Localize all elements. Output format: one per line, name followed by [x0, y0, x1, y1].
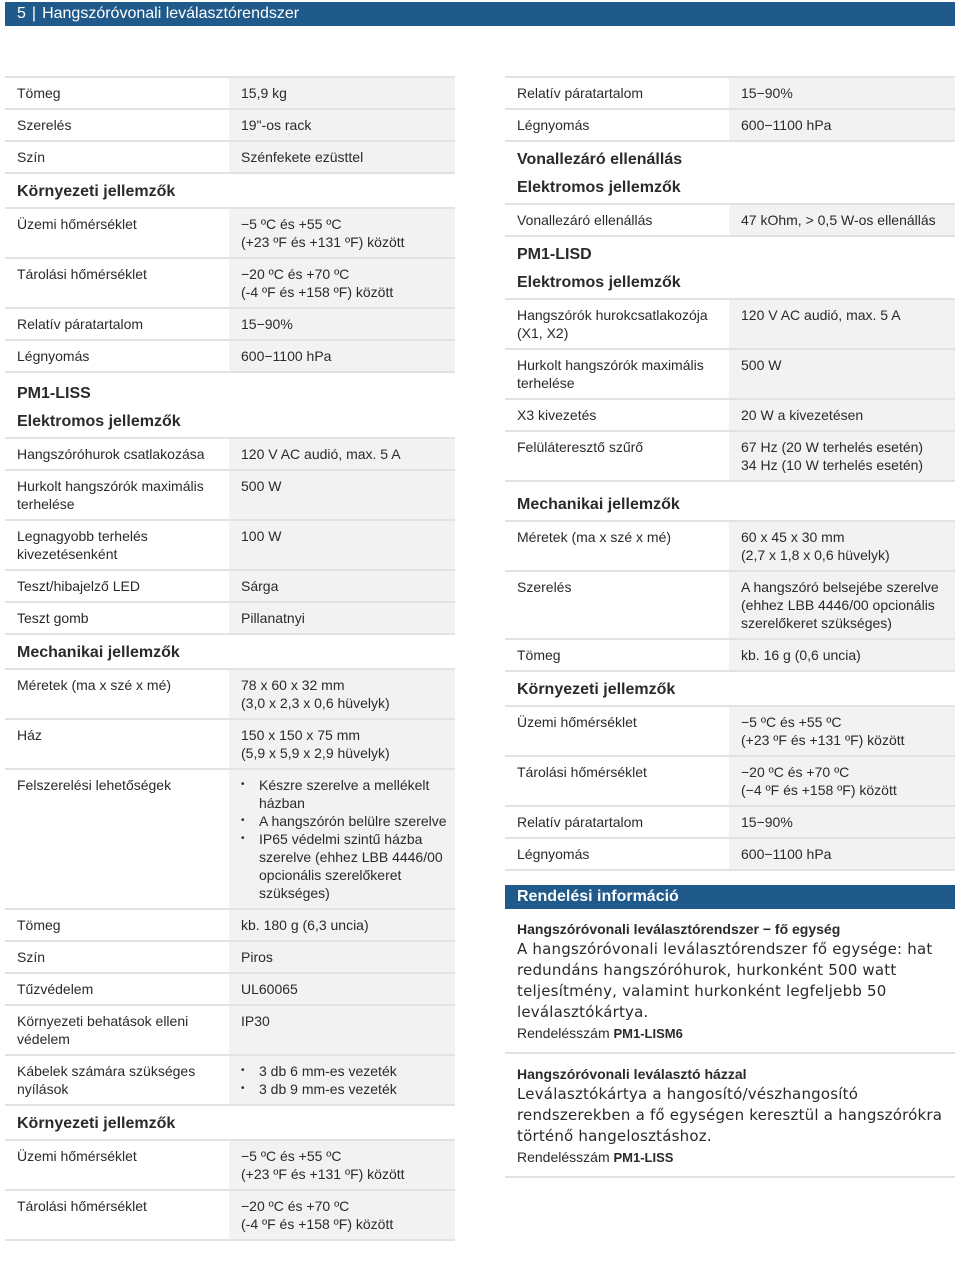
spec-value: 120 V AC audió, max. 5 A: [729, 300, 955, 348]
spec-key: Felüláteresztő szűrő: [517, 439, 644, 455]
spec-key: Vonallezáró ellenállás: [517, 212, 653, 228]
spec-row-eol-resistor: [505, 203, 955, 235]
spec-key: Tömeg: [517, 647, 561, 663]
page-header: [5, 2, 955, 26]
spec-row-storage-temp-2: [5, 1189, 455, 1241]
section-heading-electrical: Elektromos jellemzők: [17, 413, 181, 430]
spec-value: 500 W: [729, 350, 955, 398]
spec-key: Teszt gomb: [17, 610, 89, 626]
spec-value: 500 W: [229, 471, 455, 519]
order-number: [517, 1147, 943, 1168]
spec-row-max-output: [5, 519, 455, 569]
section-heading-eol: Vonallezáró ellenállás: [505, 140, 955, 175]
list-item: • 3 db 9 mm-es vezeték: [229, 1080, 449, 1098]
spec-row-loop-connector: [505, 298, 955, 348]
spec-value: 15−90%: [729, 807, 955, 837]
list-item: • A hangszórón belülre szerelve: [229, 812, 449, 830]
spec-value: UL60065: [229, 974, 455, 1004]
spec-row-x3-output: [505, 398, 955, 430]
spec-row-operating-temp: [5, 207, 455, 257]
spec-key: Szerelés: [17, 117, 72, 133]
spec-key: Hangszóróhurok csatlakozása: [17, 446, 205, 462]
spec-value: [229, 259, 455, 307]
spec-key: Legnagyobb terhelés kivezetésenként: [17, 528, 148, 562]
spec-row-storage-temp: [5, 257, 455, 307]
section-heading-electrical-2: Elektromos jellemzők: [517, 274, 681, 291]
spec-row-color-2: [5, 940, 455, 972]
spec-value-line: 34 Hz (10 W terhelés esetén): [741, 457, 924, 473]
spec-key: Légnyomás: [517, 846, 590, 862]
order-item-isolator: [505, 1054, 955, 1178]
section-heading-electrical: Elektromos jellemzők: [517, 179, 681, 196]
spec-key: Hurkolt hangszórók maximális terhelése: [17, 478, 204, 512]
spec-row-pressure: [5, 339, 455, 371]
spec-key: Tömeg: [17, 85, 61, 101]
spec-value-line: (+23 ºF és +131 ºF) között: [241, 1166, 405, 1182]
spec-value: Pillanatnyi: [229, 603, 455, 633]
spec-key: Tűzvédelem: [17, 981, 94, 997]
section-heading-pm1-liss: PM1-LISS: [5, 371, 455, 409]
spec-value-line: −20 ºC és +70 ºC: [741, 764, 850, 780]
spec-value: 600−1100 hPa: [729, 110, 955, 140]
spec-key: Felszerelési lehetőségek: [17, 777, 172, 793]
order-code: PM1-LISM6: [613, 1026, 683, 1041]
spec-key: Relatív páratartalom: [517, 814, 644, 830]
spec-row-cable-openings: [5, 1054, 455, 1104]
spec-value: A hangszóró belsejébe szerelve (ehhez LBB 4446/00 opcionális szerelőkeret szükséges): [729, 572, 955, 638]
order-item-main-unit: [505, 909, 955, 1054]
spec-value: [729, 522, 955, 570]
header-separator: |: [31, 5, 37, 22]
spec-row-mounting-options: [5, 768, 455, 908]
spec-value: [229, 670, 455, 718]
spec-key-line: (X1, X2): [517, 325, 569, 341]
spec-key: Légnyomás: [517, 117, 590, 133]
spec-value: kb. 180 g (6,3 uncia): [229, 910, 455, 940]
page-number: 5: [17, 5, 26, 22]
spec-value: 15−90%: [229, 309, 455, 339]
spec-value: Piros: [229, 942, 455, 972]
order-item-description: A hangszóróvonali leválasztórendszer fő egysége: hat redundáns hangszóróhurok, hurkonként 500 watt teljesítmény, valamint hurkonként legfeljebb 50 leválasztókártya.: [517, 940, 933, 1021]
spec-value-line: −20 ºC és +70 ºC: [241, 1198, 350, 1214]
spec-key: Hurkolt hangszórók maximális terhelése: [517, 357, 704, 391]
spec-value-line: (+23 ºF és +131 ºF) között: [741, 732, 905, 748]
spec-value: [729, 707, 955, 755]
order-number: [517, 1023, 943, 1044]
section-heading-environment: Környezeti jellemzők: [5, 172, 455, 207]
spec-value-line: −5 ºC és +55 ºC: [241, 216, 342, 232]
spec-value-line: −20 ºC és +70 ºC: [241, 266, 350, 282]
order-number-label: Rendelésszám: [517, 1025, 610, 1041]
right-column: [505, 76, 955, 1178]
spec-row-color: [5, 140, 455, 172]
spec-row-operating-temp-2: [5, 1139, 455, 1189]
spec-row-led: [5, 569, 455, 601]
spec-row-humidity-2: [505, 805, 955, 837]
spec-value-line: −5 ºC és +55 ºC: [741, 714, 842, 730]
page-title: Hangszóróvonali leválasztórendszer: [42, 5, 300, 22]
spec-row-ip-rating: [5, 1004, 455, 1054]
spec-value-line: (+23 ºF és +131 ºF) között: [241, 234, 405, 250]
spec-row-max-load: [5, 469, 455, 519]
spec-value-line: 78 x 60 x 32 mm: [241, 677, 345, 693]
spec-value-line: 67 Hz (20 W terhelés esetén): [741, 439, 924, 455]
spec-key: Üzemi hőmérséklet: [17, 216, 137, 232]
spec-value: 15−90%: [729, 78, 955, 108]
spec-row-mass: [5, 76, 455, 108]
spec-value: [729, 757, 955, 805]
spec-value: 100 W: [229, 521, 455, 569]
spec-key: Üzemi hőmérséklet: [17, 1148, 137, 1164]
spec-row-humidity: [5, 307, 455, 339]
order-item-title: Hangszóróvonali leválasztórendszer − fő egység: [517, 921, 841, 937]
spec-row-dimensions: [5, 668, 455, 718]
spec-key: Relatív páratartalom: [17, 316, 144, 332]
spec-value: Szénfekete ezüsttel: [229, 142, 455, 172]
spec-value: [229, 209, 455, 257]
spec-value: [729, 432, 955, 480]
spec-value-line: (−4 ºF és +158 ºF) között: [741, 782, 897, 798]
spec-key: Méretek (ma x szé x mé): [517, 529, 672, 545]
spec-row-mount: [5, 108, 455, 140]
section-heading-mechanical: Mechanikai jellemzők: [5, 633, 455, 668]
section-heading-mechanical: Mechanikai jellemzők: [505, 480, 955, 520]
spec-value-line: (2,7 x 1,8 x 0,6 hüvelyk): [741, 547, 890, 563]
spec-value-line: (5,9 x 5,9 x 2,9 hüvelyk): [241, 745, 390, 761]
spec-row-mount: [505, 570, 955, 638]
spec-value-line: 60 x 45 x 30 mm: [741, 529, 845, 545]
spec-value: 120 V AC audió, max. 5 A: [229, 439, 455, 469]
spec-value: Sárga: [229, 571, 455, 601]
spec-value: 15,9 kg: [229, 78, 455, 108]
spec-row-test-button: [5, 601, 455, 633]
spec-key-line: Hangszórók hurokcsatlakozója: [517, 307, 708, 323]
spec-row-max-load: [505, 348, 955, 398]
bullet-list: [229, 1062, 449, 1098]
spec-key: Üzemi hőmérséklet: [517, 714, 637, 730]
spec-key: Teszt/hibajelző LED: [17, 578, 140, 594]
spec-key: Méretek (ma x szé x mé): [17, 677, 172, 693]
ordering-info-heading: Rendelési információ: [505, 885, 955, 909]
left-column: [5, 76, 455, 1241]
order-code: PM1-LISS: [613, 1150, 674, 1165]
spec-value: [229, 1191, 455, 1239]
spec-value-line: (-4 ºF és +158 ºF) között: [241, 1216, 394, 1232]
spec-value: [229, 770, 455, 908]
spec-value: [229, 1141, 455, 1189]
spec-value: [229, 720, 455, 768]
spec-value: 600−1100 hPa: [729, 839, 955, 869]
spec-key: Kábelek számára szükséges nyílások: [17, 1063, 196, 1097]
spec-key: Tömeg: [17, 917, 61, 933]
spec-row-mass: [505, 638, 955, 670]
spec-key: X3 kivezetés: [517, 407, 597, 423]
spec-value: 19"-os rack: [229, 110, 455, 140]
spec-row-operating-temp: [505, 705, 955, 755]
section-heading-environment-2: Környezeti jellemzők: [5, 1104, 455, 1139]
spec-value-line: −5 ºC és +55 ºC: [241, 1148, 342, 1164]
spec-value: [229, 1056, 455, 1104]
spec-value: kb. 16 g (0,6 uncia): [729, 640, 955, 670]
spec-value: 20 W a kivezetésen: [729, 400, 955, 430]
spec-row-high-pass-filter: [505, 430, 955, 480]
order-number-label: Rendelésszám: [517, 1149, 610, 1165]
order-item-title: Hangszóróvonali leválasztó házzal: [517, 1066, 747, 1082]
spec-row-mass-2: [5, 908, 455, 940]
spec-key: [505, 300, 729, 348]
spec-row-pressure-2: [505, 837, 955, 871]
spec-key: Szín: [17, 949, 46, 965]
spec-row-housing: [5, 718, 455, 768]
spec-row-dimensions: [505, 520, 955, 570]
spec-key: Tárolási hőmérséklet: [17, 1198, 147, 1214]
spec-key: Környezeti behatások elleni védelem: [17, 1013, 189, 1047]
bullet-list: [229, 776, 449, 902]
spec-value: 600−1100 hPa: [229, 341, 455, 371]
spec-key: Szín: [17, 149, 46, 165]
spec-value: IP30: [229, 1006, 455, 1054]
spec-key: Relatív páratartalom: [517, 85, 644, 101]
list-item: • 3 db 6 mm-es vezeték: [229, 1062, 449, 1080]
spec-key: Tárolási hőmérséklet: [17, 266, 147, 282]
spec-value-line: (-4 ºF és +158 ºF) között: [241, 284, 394, 300]
list-item: • IP65 védelmi szintű házba szerelve (ehhez LBB 4446/00 opcionális szerelőkeret szükséges): [229, 830, 449, 902]
spec-value-line: (3,0 x 2,3 x 0,6 hüvelyk): [241, 695, 390, 711]
spec-row-humidity: [505, 76, 955, 108]
spec-row-loop-connection: [5, 437, 455, 469]
spec-row-pressure: [505, 108, 955, 140]
list-item: • Készre szerelve a mellékelt házban: [229, 776, 449, 812]
spec-key: Tárolási hőmérséklet: [517, 764, 647, 780]
spec-key: Szerelés: [517, 579, 572, 595]
spec-row-fire: [5, 972, 455, 1004]
spec-value-line: 150 x 150 x 75 mm: [241, 727, 361, 743]
spec-value: 47 kOhm, > 0,5 W-os ellenállás: [729, 205, 955, 235]
section-heading-environment: Környezeti jellemzők: [505, 670, 955, 705]
spec-key: Ház: [17, 727, 42, 743]
section-heading-pm1-lisd: PM1-LISD: [505, 235, 955, 270]
order-item-description: Leválasztókártya a hangosító/vészhangosító rendszerekben a fő egységen keresztül a hangszórókra történő hangelosztáshoz.: [517, 1085, 943, 1145]
spec-row-storage-temp: [505, 755, 955, 805]
spec-key: Légnyomás: [17, 348, 90, 364]
